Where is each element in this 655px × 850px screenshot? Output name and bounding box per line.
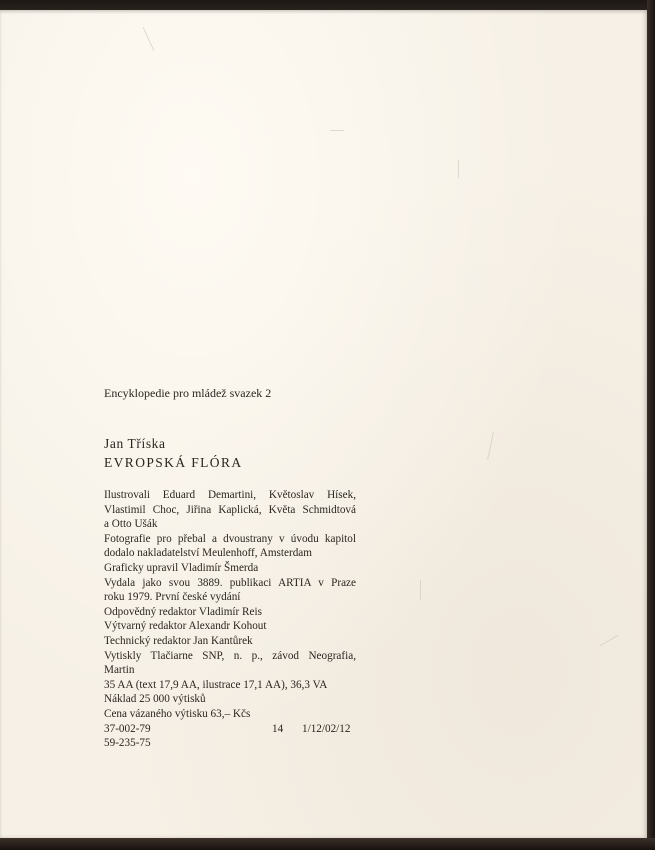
paper-speck [599,635,619,647]
colophon-line: Vlastimil Choc, Jiřina Kaplická, Květa Schmidtová [104,503,356,516]
catalog-code-secondary: 1/12/02/12 [302,722,351,735]
catalog-number: 14 [272,722,284,735]
colophon [104,488,356,751]
colophon-line: Cena vázaného výtisku 63,– Kčs [104,707,251,720]
colophon-line: 35 AA (text 17,9 AA, ilustrace 17,1 AA), 36,3 VA [104,678,328,691]
colophon-line: Náklad 25 000 výtisků [104,693,206,706]
colophon-line: Martin [104,664,135,677]
colophon-line: roku 1979. První české vydání [104,591,241,604]
colophon-line: a Otto Ušák [104,518,158,531]
catalog-code: 37-002-79 [104,722,151,735]
scan-edge-bottom [0,838,655,850]
colophon-line: Ilustrovali Eduard Demartini, Květoslav Hísek, [104,489,356,501]
colophon-line: Technický redaktor Jan Kantůrek [104,634,253,647]
colophon-line: 59-235-75 [104,737,151,750]
series-line: Encyklopedie pro mládež svazek 2 [104,386,272,400]
colophon-line: dodalo nakladatelství Meulenhoff, Amsterdam [104,547,312,560]
book-title: EVROPSKÁ FLÓRA [104,455,243,470]
paper-speck [487,432,494,460]
colophon-line: Výtvarný redaktor Alexandr Kohout [104,620,267,633]
colophon-line: Vytiskly Tlačiarne SNP, n. p., závod Neografia, [104,649,356,662]
paper-speck [458,160,459,178]
paper-speck [143,27,155,51]
paper-speck [330,130,344,131]
catalog-codes-row [104,722,356,737]
colophon-line: Odpovědný redaktor Vladimír Reis [104,605,262,618]
author-name: Jan Tříska [104,436,166,451]
colophon-line: Vydala jako svou 3889. publikaci ARTIA v Praze [104,576,356,589]
book-page [0,10,647,838]
scan-edge-right [647,0,655,850]
colophon-line: Graficky upravil Vladimír Šmerda [104,561,259,574]
paper-speck [420,580,421,600]
colophon-line: Fotografie pro přebal a dvoustrany v úvodu kapitol [104,532,356,545]
